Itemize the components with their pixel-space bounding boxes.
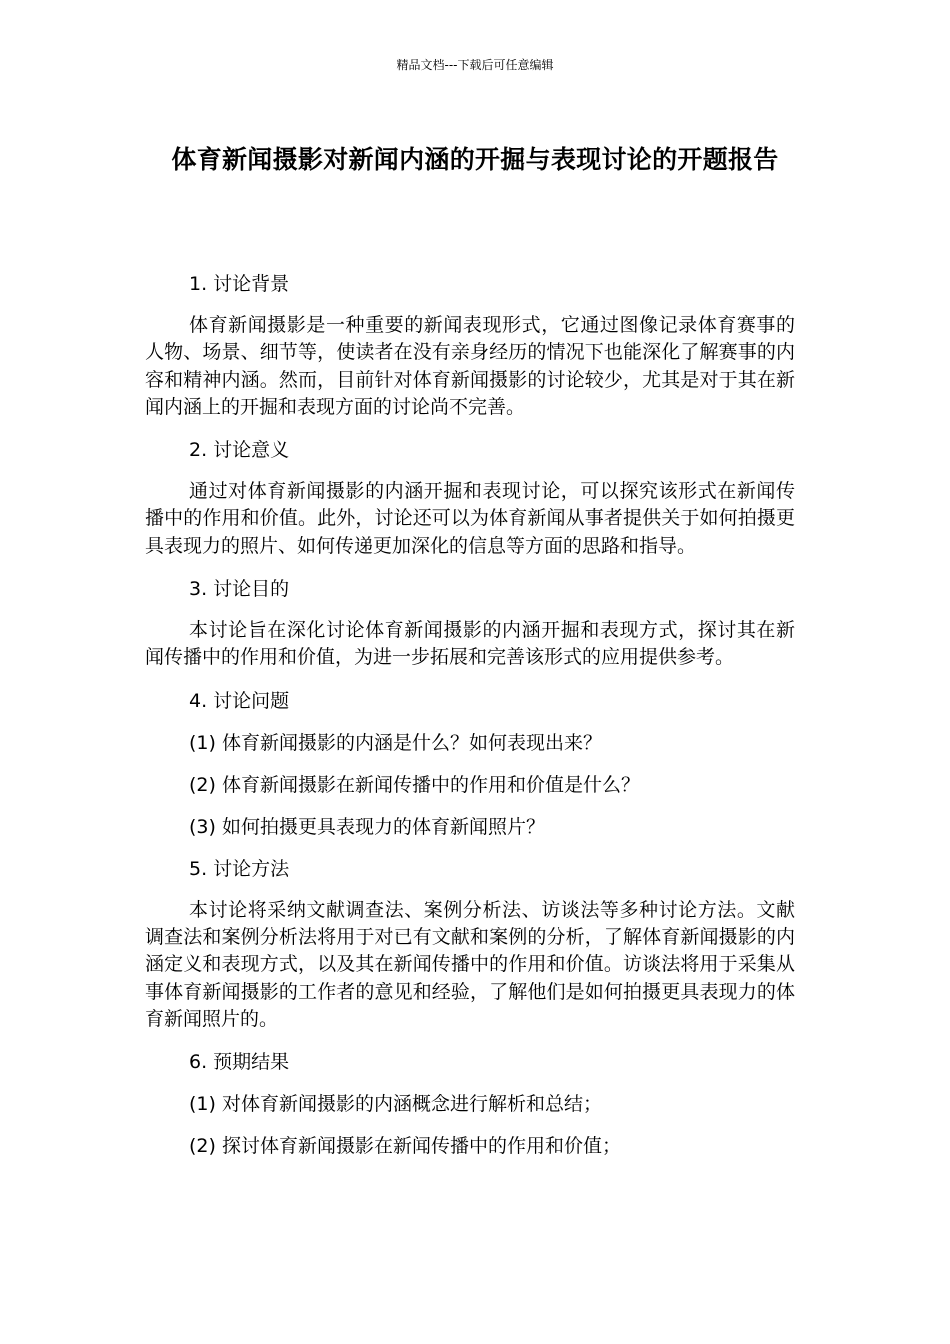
section-paragraph-methods: 本讨论将采纳文献调查法、案例分析法、访谈法等多种讨论方法。文献调查法和案例分析法将用于对已有文献和案例的分析，了解体育新闻摄影的内涵定义和表现方式，以及其在新闻传播中的作用和价值。访谈法将用于采集从事体育新闻摄影的工作者的意见和经验，了解他们是如何拍摄更具表现力的体育新闻照片的。	[145, 898, 795, 1030]
section-paragraph-significance: 通过对体育新闻摄影的内涵开掘和表现讨论，可以探究该形式在新闻传播中的作用和价值。此外，讨论还可以为体育新闻从事者提供关于如何拍摄更具表现力的照片、如何传递更加深化的信息等方面的思路和指导。	[145, 480, 795, 557]
question-item: (3) 如何拍摄更具表现力的体育新闻照片？	[189, 815, 545, 838]
section-heading-background: 1. 讨论背景	[189, 273, 290, 295]
question-item: (2) 体育新闻摄影在新闻传播中的作用和价值是什么？	[189, 773, 640, 796]
document-body	[145, 270, 795, 1174]
section-paragraph-purpose: 本讨论旨在深化讨论体育新闻摄影的内涵开掘和表现方式，探讨其在新闻传播中的作用和价值，为进一步拓展和完善该形式的应用提供参考。	[145, 619, 795, 669]
section-heading-purpose: 3. 讨论目的	[189, 578, 290, 601]
header-note: 精品文档---下载后可任意编辑	[396, 58, 554, 72]
document-title: 体育新闻摄影对新闻内涵的开掘与表现讨论的开题报告	[171, 145, 779, 174]
section-heading-questions: 4. 讨论问题	[189, 689, 290, 712]
result-item: (2) 探讨体育新闻摄影在新闻传播中的作用和价值；	[189, 1135, 621, 1158]
result-item: (1) 对体育新闻摄影的内涵概念进行解析和总结；	[189, 1093, 602, 1116]
section-heading-significance: 2. 讨论意义	[189, 439, 290, 462]
section-heading-methods: 5. 讨论方法	[189, 857, 290, 880]
section-paragraph-background: 体育新闻摄影是一种重要的新闻表现形式，它通过图像记录体育赛事的人物、场景、细节等，使读者在没有亲身经历的情况下也能深化了解赛事的内容和精神内涵。然而，目前针对体育新闻摄影的讨论较少，尤其是对于其在新闻内涵上的开掘和表现方面的讨论尚不完善。	[145, 314, 795, 418]
section-heading-expected-results: 6. 预期结果	[189, 1051, 290, 1074]
question-item: (1) 体育新闻摄影的内涵是什么？如何表现出来？	[189, 731, 602, 754]
